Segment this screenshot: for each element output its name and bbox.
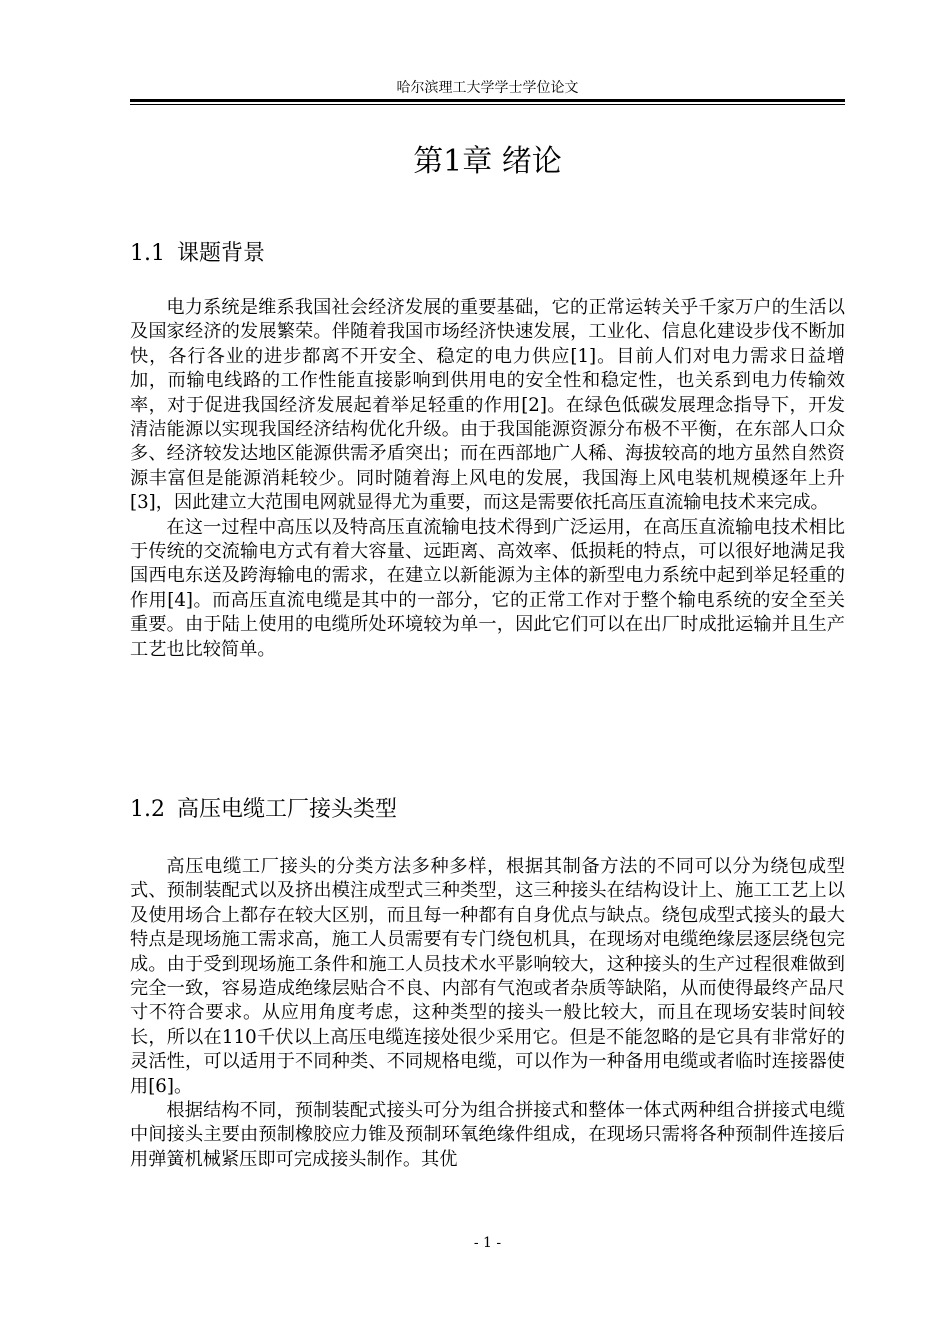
paragraph: 电力系统是维系我国社会经济发展的重要基础，它的正常运转关乎千家万户的生活以及国家经济的发展繁荣。伴随着我国市场经济快速发展，工业化、信息化建设步伐不断加快，各行各业的进步都离不开安全、稳定的电力供应[1]。目前人们对电力需求日益增加，而输电线路的工作性能直接影响到供用电的安全性和稳定性，也关系到电力传输效率，对于促进我国经济发展起着举足轻重的作用[2]。在绿色低碳发展理念指导下，开发清洁能源以实现我国经济结构优化升级。由于我国能源资源分布极不平衡，在东部人口众多、经济较发达地区能源供需矛盾突出；而在西部地广人稀、海拔较高的地方虽然自然资源丰富但是能源消耗较少。同时随着海上风电的发展，我国海上风电装机规模逐年上升[3]，因此建立大范围电网就显得尤为重要，而这是需要依托高压直流输电技术来完成。	[130, 297, 845, 514]
section-title: 课题背景	[177, 241, 266, 266]
section-number: 1.2	[130, 797, 165, 822]
section-number: 1.1	[130, 241, 165, 266]
page-number: - 1 -	[473, 1235, 502, 1251]
paragraph: 根据结构不同，预制装配式接头可分为组合拼接式和整体一体式两种组合拼接式电缆中间接头主要由预制橡胶应力锥及预制环氧绝缘件组成，在现场只需将各种预制件连接后用弹簧机械紧压即可完成接头制作。其优	[130, 1100, 845, 1170]
section-1-2-body	[130, 855, 845, 1172]
chapter-title: 第1章 绪论	[413, 144, 562, 179]
paragraph: 高压电缆工厂接头的分类方法多种多样，根据其制备方法的不同可以分为绕包成型式、预制装配式以及挤出模注成型式三种类型，这三种接头在结构设计上、施工工艺上以及使用场合上都存在较大区别，而且每一种都有自身优点与缺点。绕包成型式接头的最大特点是现场施工需求高，施工人员需要有专门绕包机具，在现场对电缆绝缘层逐层绕包完成。由于受到现场施工条件和施工人员技术水平影响较大，这种接头的生产过程很难做到完全一致，容易造成绝缘层贴合不良、内部有气泡或者杂质等缺陷，从而使得最终产品尺寸不符合要求。从应用角度考虑，这种类型的接头一般比较大，而且在现场安装时间较长，所以在110千伏以上高压电缆连接处很少采用它。但是不能忽略的是它具有非常好的灵活性，可以适用于不同种类、不同规格电缆，可以作为一种备用电缆或者临时连接器使用[6]。	[130, 856, 845, 1097]
header-rule-thin	[130, 104, 845, 105]
section-heading-1-2	[130, 795, 845, 825]
header-rule	[130, 99, 845, 102]
section-1-1-body	[130, 296, 845, 662]
section-heading-1-1	[130, 239, 845, 269]
paragraph: 在这一过程中高压以及特高压直流输电技术得到广泛运用，在高压直流输电技术相比于传统的交流输电方式有着大容量、远距离、高效率、低损耗的特点，可以很好地满足我国西电东送及跨海输电的需求，在建立以新能源为主体的新型电力系统中起到举足轻重的作用[4]。而高压直流电缆是其中的一部分，它的正常工作对于整个输电系统的安全至关重要。由于陆上使用的电缆所处环境较为单一，因此它们可以在出厂时成批运输并且生产工艺也比较简单。	[130, 516, 845, 660]
section-title: 高压电缆工厂接头类型	[177, 797, 398, 822]
running-header: 哈尔滨理工大学学士学位论文	[396, 80, 579, 96]
